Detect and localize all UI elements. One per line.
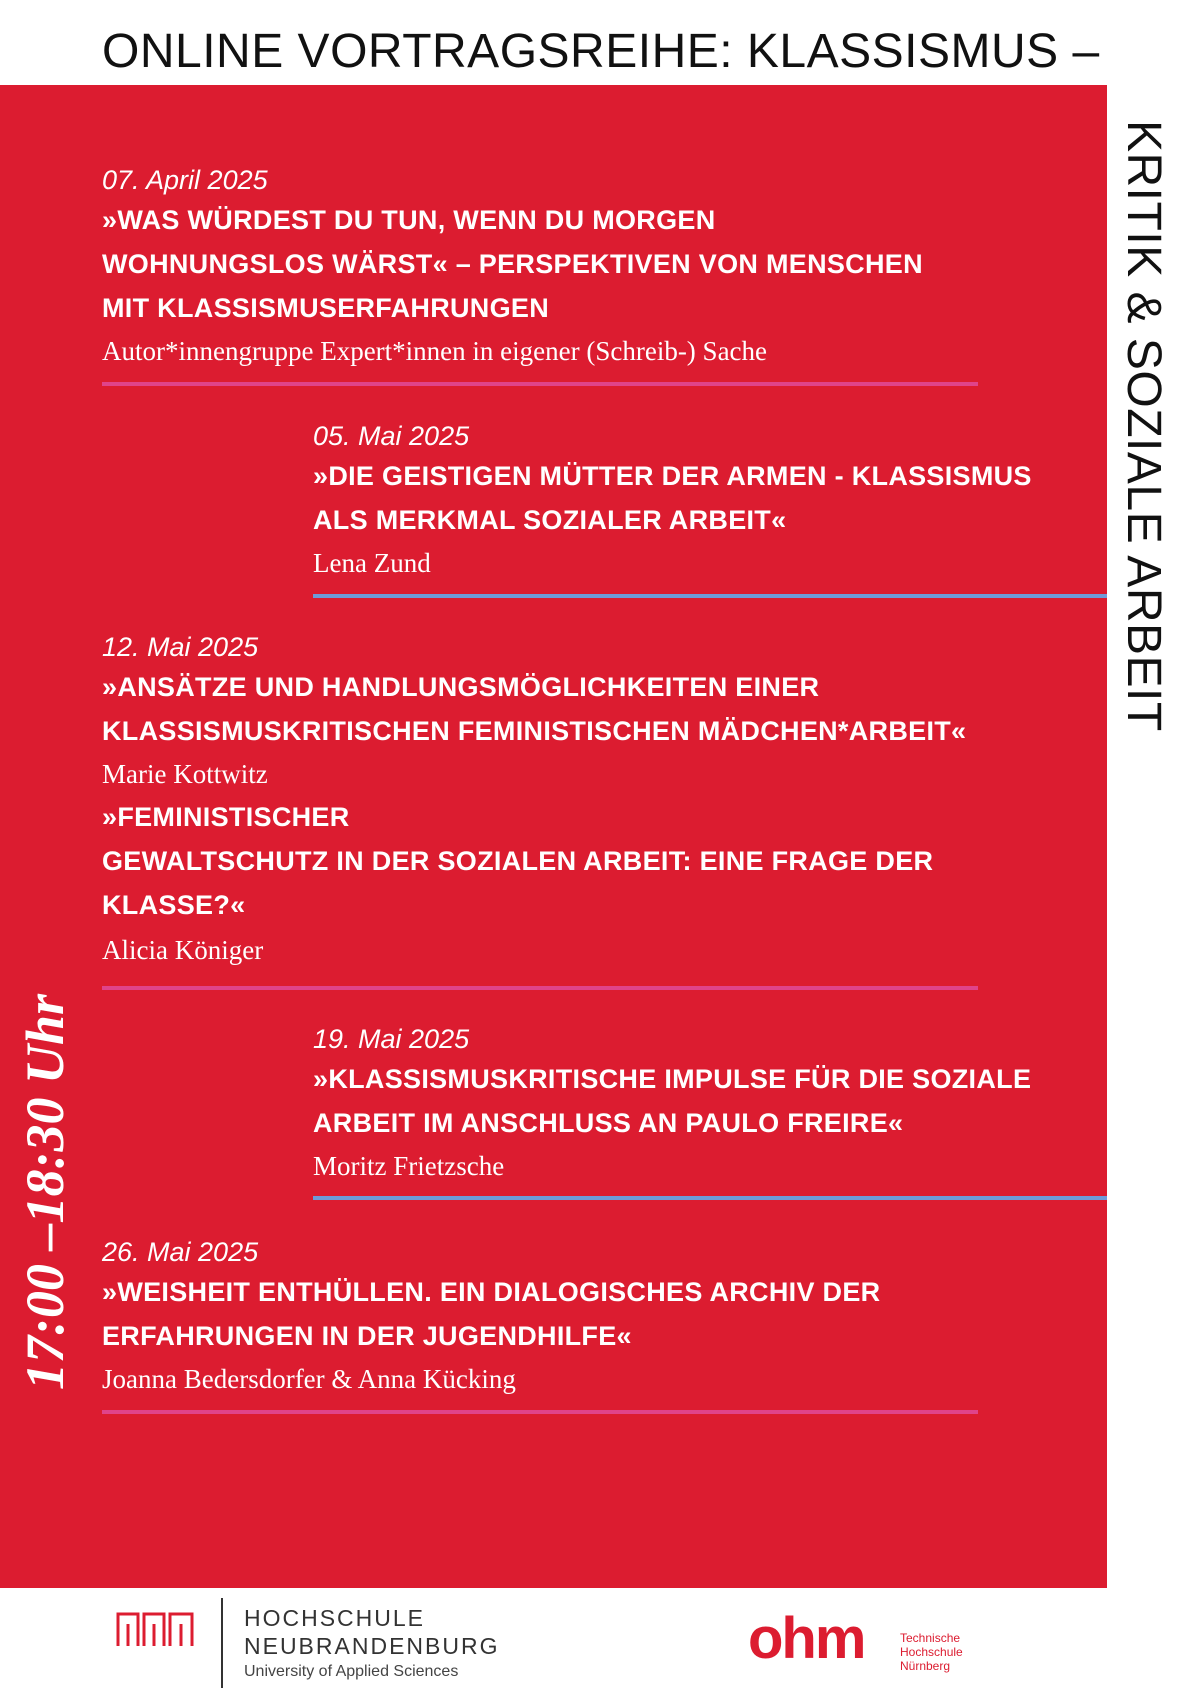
event-title-line: »WEISHEIT ENTHÜLLEN. EIN DIALOGISCHES ARCHIV DER	[102, 1277, 881, 1307]
event-title-line: »FEMINISTISCHER	[102, 802, 350, 832]
hsnb-subtitle: University of Applied Sciences	[244, 1663, 459, 1680]
time-label: 17:00 –18:30 Uhr	[15, 993, 75, 1390]
logo-divider	[221, 1598, 223, 1688]
event-date: 19. Mai 2025	[313, 1024, 470, 1054]
ohm-text-line1: Technische	[900, 1631, 961, 1645]
event-speaker: Autor*innengruppe Expert*innen in eigener (Schreib-) Sache	[102, 336, 768, 366]
divider-pink	[102, 986, 978, 990]
event-speaker: Moritz Frietzsche	[313, 1151, 505, 1181]
event-title-line: MIT KLASSISMUSERFAHRUNGEN	[102, 293, 550, 323]
event-2	[313, 418, 1032, 584]
hochschule-neubrandenburg-logo-icon	[116, 1608, 196, 1648]
event-speaker: Lena Zund	[313, 548, 431, 578]
hsnb-name-line1: HOCHSCHULE	[244, 1605, 426, 1631]
event-title-line: »KLASSISMUSKRITISCHE IMPULSE FÜR DIE SOZIALE	[313, 1064, 1032, 1094]
hsnb-name-line2: NEUBRANDENBURG	[244, 1633, 500, 1659]
event-date: 07. April 2025	[102, 165, 268, 195]
ohm-text-line2: Hochschule	[900, 1645, 963, 1659]
event-3	[102, 629, 966, 971]
page-title-continued: KRITIK & SOZIALE ARBEIT	[1117, 120, 1170, 732]
event-speaker: Joanna Bedersdorfer & Anna Kücking	[102, 1364, 516, 1394]
event-title-line: GEWALTSCHUTZ IN DER SOZIALEN ARBEIT: EINE FRAGE DER	[102, 846, 934, 876]
hochschule-neubrandenburg-logo-text	[244, 1604, 499, 1684]
divider-blue	[313, 1196, 1107, 1200]
event-date: 05. Mai 2025	[313, 421, 470, 451]
event-date: 12. Mai 2025	[102, 632, 259, 662]
ohm-logo-text	[900, 1631, 963, 1673]
event-4	[313, 1021, 1031, 1187]
page-title: ONLINE VORTRAGSREIHE: KLASSISMUS –	[102, 25, 1100, 78]
divider-pink	[102, 1410, 978, 1414]
event-title-line: ARBEIT IM ANSCHLUSS AN PAULO FREIRE«	[313, 1108, 904, 1138]
event-title-line: »DIE GEISTIGEN MÜTTER DER ARMEN - KLASSISMUS	[313, 461, 1032, 491]
event-speaker: Alicia Königer	[102, 935, 264, 965]
ohm-logo: ohm	[748, 1606, 865, 1671]
event-date: 26. Mai 2025	[102, 1237, 259, 1267]
event-title-line: KLASSISMUSKRITISCHEN FEMINISTISCHEN MÄDCHEN*ARBEIT«	[102, 716, 967, 746]
event-title-line: »ANSÄTZE UND HANDLUNGSMÖGLICHKEITEN EINER	[102, 672, 820, 702]
divider-blue	[313, 594, 1107, 598]
event-speaker: Marie Kottwitz	[102, 759, 268, 789]
divider-pink	[102, 382, 978, 386]
event-title-line: WOHNUNGSLOS WÄRST« – PERSPEKTIVEN VON MENSCHEN	[102, 249, 923, 279]
event-title-line: »WAS WÜRDEST DU TUN, WENN DU MORGEN	[102, 205, 716, 235]
event-1	[102, 162, 923, 372]
event-title-line: KLASSE?«	[102, 890, 246, 920]
event-5	[102, 1234, 880, 1400]
event-title-line: ERFAHRUNGEN IN DER JUGENDHILFE«	[102, 1321, 632, 1351]
ohm-text-line3: Nürnberg	[900, 1659, 951, 1673]
event-title-line: ALS MERKMAL SOZIALER ARBEIT«	[313, 505, 787, 535]
